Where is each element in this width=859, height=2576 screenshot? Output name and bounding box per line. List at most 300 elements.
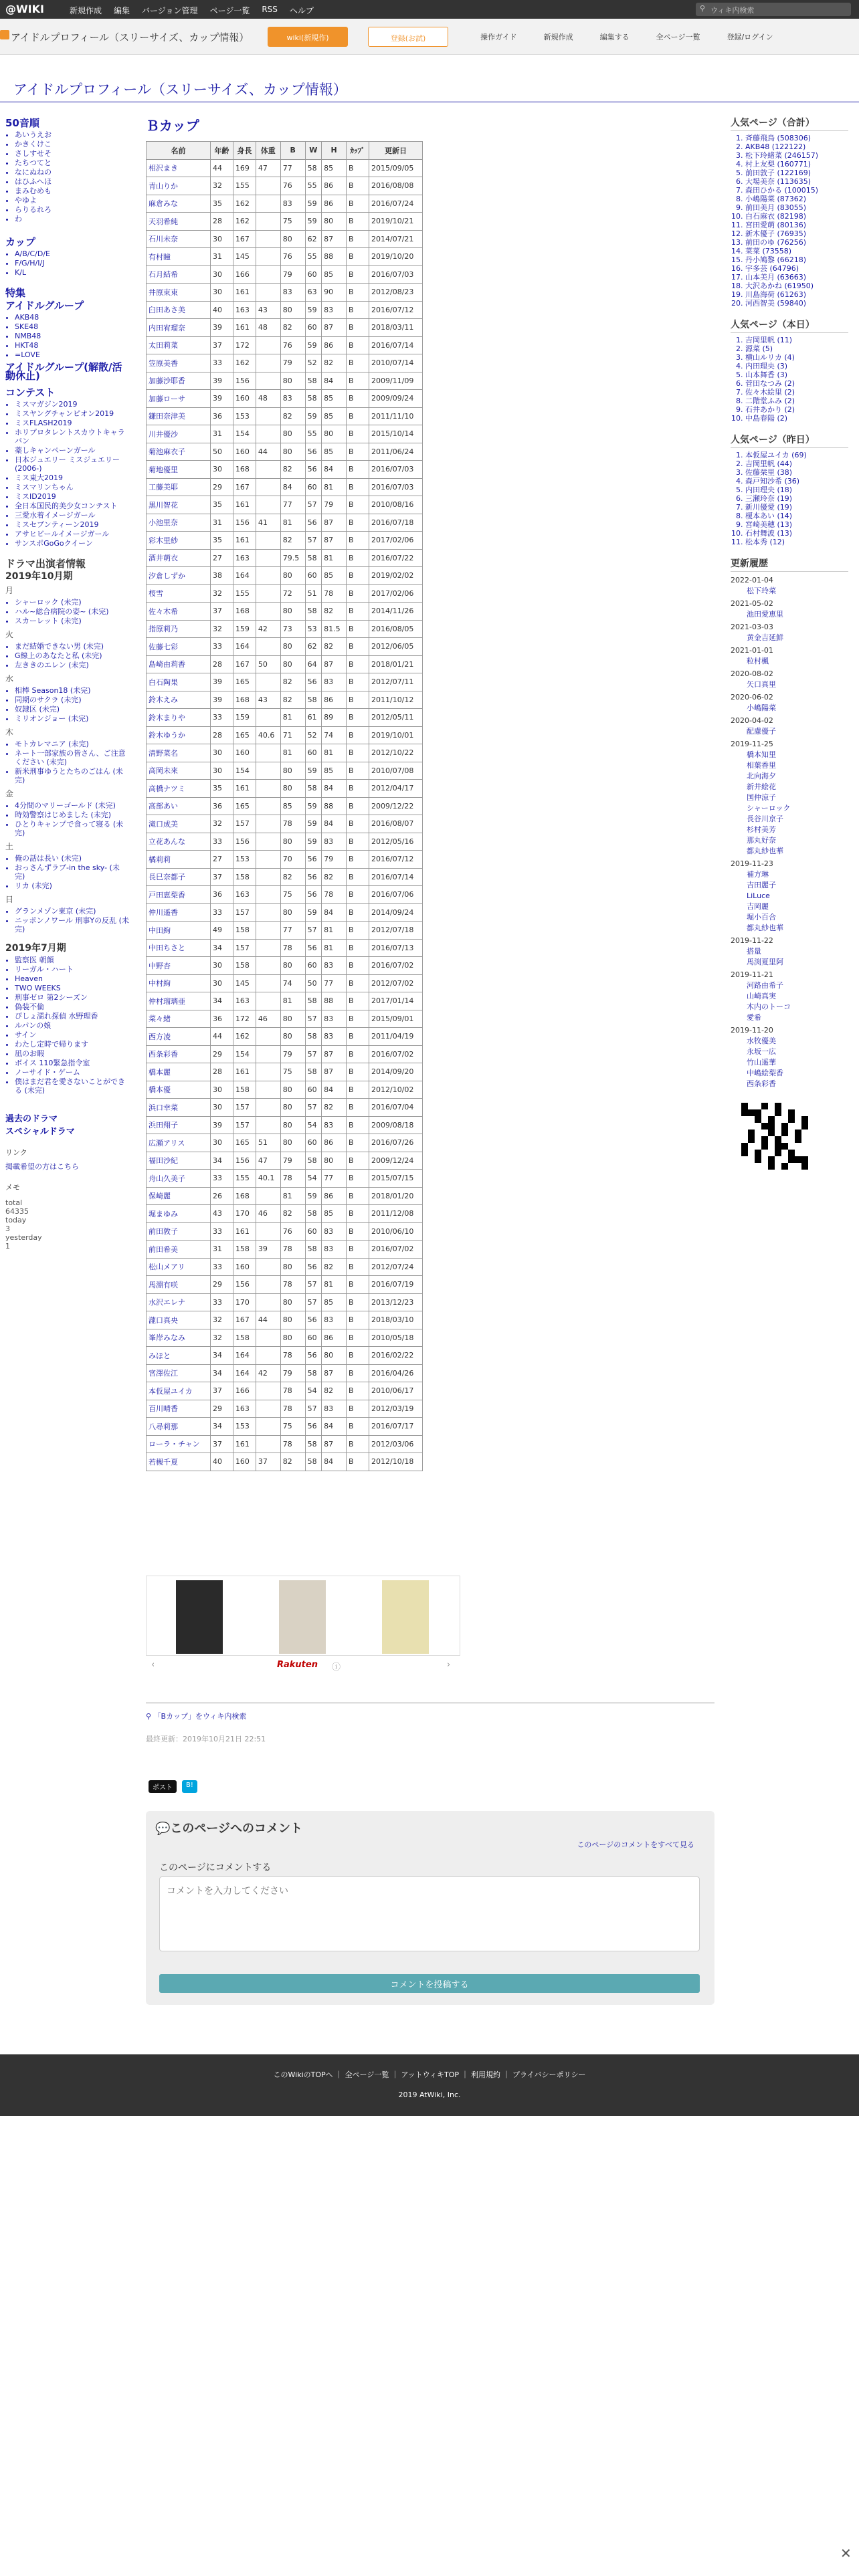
kana-item[interactable]: • かきくけこ	[15, 140, 130, 148]
menu-new[interactable]: 新規作成	[70, 6, 102, 15]
guide-link[interactable]: 操作ガイド	[480, 33, 517, 41]
table-row	[147, 195, 423, 213]
contest-item[interactable]: • ミスFLASH2019	[15, 419, 130, 427]
table-row	[147, 372, 423, 390]
idol-name-link[interactable]: 笠原美香	[147, 354, 211, 372]
idol-name-link[interactable]: 長巳奈都子	[147, 868, 211, 886]
site-title[interactable]: アイドルプロフィール（スリーサイズ、カップ情報）	[11, 31, 250, 43]
popular-page-item[interactable]: 9. 宮崎美穂 (13)	[745, 520, 848, 529]
kana-item[interactable]: • まみむめも	[15, 187, 130, 195]
footer-link[interactable]: このWikiのTOPへ	[273, 2070, 333, 2079]
page-title[interactable]: アイドルプロフィール（スリーサイズ、カップ情報）	[13, 82, 347, 98]
drama-item[interactable]: • 左ききのエレン (未完)	[15, 661, 130, 669]
past-drama-link[interactable]: 過去のドラマ	[5, 1114, 58, 1124]
col-header: 更新日	[369, 142, 423, 160]
idol-name-link[interactable]: 青山りか	[147, 177, 211, 195]
kana-item[interactable]: • あいうえお	[15, 130, 130, 139]
idol-name-link[interactable]: 菜々緒	[147, 1010, 211, 1028]
idol-name-link[interactable]: 前田敦子	[147, 1222, 211, 1241]
idol-name-link[interactable]: 宮澤佐江	[147, 1364, 211, 1382]
popular-page-item[interactable]: 2. AKB48 (122122)	[745, 142, 848, 151]
idol-name-link[interactable]: 仲村瑠璃亜	[147, 992, 211, 1010]
idol-name-link[interactable]: 天羽希純	[147, 213, 211, 231]
history-item[interactable]: 矢口真里	[747, 680, 776, 689]
drama-item[interactable]: • ノーサイド・ゲーム	[15, 1068, 130, 1077]
history-item[interactable]: 愛希	[747, 1013, 761, 1022]
idol-name-link[interactable]: 佐々木希	[147, 603, 211, 621]
history-item[interactable]: 相葉香里	[747, 761, 776, 770]
wiki-create-button[interactable]: wiki(新規作)	[268, 27, 348, 47]
table-cell: 158	[233, 922, 256, 940]
idol-name-link[interactable]: 瀧口真央	[147, 1311, 211, 1329]
popular-page-item[interactable]: 4. 村上友梨 (160771)	[745, 160, 848, 169]
drama-item[interactable]: • 同期のサクラ (未完)	[15, 695, 130, 704]
idol-name-link[interactable]: 菊地優里	[147, 461, 211, 479]
table-cell: 83	[322, 1400, 347, 1418]
idol-name-link[interactable]: 福田沙紀	[147, 1152, 211, 1170]
group-item[interactable]: • AKB48	[15, 313, 130, 322]
book-item[interactable]	[149, 1580, 250, 1654]
popular-page-item[interactable]: 7. 森田ひかる (100015)	[745, 186, 848, 195]
popular-page-item[interactable]: 3. 横山ルリカ (4)	[745, 353, 848, 362]
history-item[interactable]: 新井絵花	[747, 782, 776, 791]
popular-page-item[interactable]: 1. 吉岡里帆 (11)	[745, 336, 848, 344]
table-cell: B	[347, 903, 369, 922]
drama-item[interactable]: • G線上のあなたと私 (未完)	[15, 651, 130, 660]
popular-page-item[interactable]: 11. 松本秀 (12)	[745, 538, 848, 546]
contest-item[interactable]: • 三愛水着イメージガール	[15, 511, 130, 520]
drama-item[interactable]: • TWO WEEKS	[15, 984, 130, 992]
idol-name-link[interactable]: みほと	[147, 1347, 211, 1365]
idol-name-link[interactable]: 浜田翔子	[147, 1116, 211, 1134]
menu-help[interactable]: ヘルプ	[289, 6, 314, 15]
history-item[interactable]: 西条彩香	[747, 1079, 776, 1088]
idol-name-link[interactable]: 八尋莉那	[147, 1418, 211, 1436]
table-row	[147, 514, 423, 532]
popular-page-item[interactable]: 6. 菅田なつみ (2)	[745, 379, 848, 388]
idol-name-link[interactable]: 高岡未來	[147, 762, 211, 780]
info-icon[interactable]: ⓘ	[332, 1662, 341, 1673]
atwiki-logo[interactable]: @WIKI	[5, 3, 44, 15]
idol-name-link[interactable]: 戸田恵梨香	[147, 886, 211, 904]
idol-name-link[interactable]: 臼田あさ美	[147, 301, 211, 319]
drama-item[interactable]: • 4分間のマリーゴールド (未完)	[15, 801, 130, 810]
drama-item[interactable]: • 奴隷区 (未完)	[15, 705, 130, 714]
popular-page-item[interactable]: 6. 三瀬玲奈 (19)	[745, 494, 848, 503]
drama-item[interactable]: • スカーレット (未完)	[15, 617, 130, 625]
idol-name-link[interactable]: 若槻千夏	[147, 1453, 211, 1471]
history-item[interactable]: LiLuce	[747, 891, 770, 900]
contest-item[interactable]: • 薬しキャンペーンガール	[15, 446, 130, 455]
popular-page-item[interactable]: 16. 宇多芸 (64796)	[745, 264, 848, 273]
history-item[interactable]: 橋本知里	[747, 750, 776, 759]
table-cell: 54	[305, 1116, 322, 1134]
drama-item[interactable]: • モトカレマニア (未完)	[15, 740, 130, 748]
popular-page-item[interactable]: 11. 宮田愛萌 (80136)	[745, 221, 848, 229]
drama-item[interactable]: • 相棒 Season18 (未完)	[15, 686, 130, 695]
popular-page-item[interactable]: 10. 中島春陽 (2)	[745, 414, 848, 423]
history-item[interactable]: 都丸紗也華	[747, 847, 783, 855]
history-item[interactable]: 山崎真実	[747, 992, 776, 1000]
idol-name-link[interactable]: 橋本優	[147, 1081, 211, 1099]
idol-name-link[interactable]: 中田絢	[147, 922, 211, 940]
idol-name-link[interactable]: ローラ・チャン	[147, 1435, 211, 1453]
idol-name-link[interactable]: 麻倉みな	[147, 195, 211, 213]
popular-page-item[interactable]: 4. 内田理央 (3)	[745, 362, 848, 370]
popular-page-item[interactable]: 5. 前田敦子 (122169)	[745, 169, 848, 177]
disbanded-title[interactable]: アイドルグループ(解散/活動休止)	[5, 361, 122, 382]
history-item[interactable]: 配慮優子	[747, 727, 776, 736]
idol-name-link[interactable]: 鈴木えみ	[147, 691, 211, 709]
popular-page-item[interactable]: 4. 森戸知沙希 (36)	[745, 477, 848, 486]
history-item[interactable]: 水牧優美	[747, 1037, 776, 1045]
idol-name-link[interactable]: 川井優沙	[147, 425, 211, 443]
idol-name-link[interactable]: 立花あんな	[147, 833, 211, 851]
idol-name-link[interactable]: 橘莉莉	[147, 851, 211, 869]
idol-name-link[interactable]: 汐倉しずか	[147, 567, 211, 585]
contest-item[interactable]: • サンスポGoGoクイーン	[15, 539, 130, 548]
idol-name-link[interactable]: 清野菜名	[147, 744, 211, 762]
idol-name-link[interactable]: 浜口幸菜	[147, 1099, 211, 1117]
popular-page-item[interactable]: 8. 小嶋陽菜 (87362)	[745, 195, 848, 203]
idol-group-title[interactable]: アイドルグループ	[5, 300, 84, 312]
idol-name-link[interactable]: 鈴木ゆうか	[147, 726, 211, 744]
idol-name-link[interactable]: 保崎麗	[147, 1187, 211, 1205]
all-comments-link[interactable]: このページのコメントをすべて見る	[577, 1840, 694, 1849]
edit-link[interactable]: 編集する	[599, 33, 630, 41]
contest-item[interactable]: • ホリプロタレントスカウトキャラバン	[15, 428, 130, 445]
drama-item[interactable]: • ルパンの娘	[15, 1021, 130, 1030]
table-row	[147, 1293, 423, 1311]
drama-item[interactable]: • ぴしょ濡れ探偵 水野理香	[15, 1012, 130, 1021]
popular-page-item[interactable]: 5. 山本舞香 (3)	[745, 370, 848, 379]
idol-name-link[interactable]: 中田ちさと	[147, 939, 211, 957]
kana-list	[5, 130, 130, 223]
footer-link[interactable]: アットウィキTOP	[401, 2070, 460, 2079]
drama-item[interactable]: • おっさんずラブ-in the sky- (未完)	[15, 863, 130, 881]
special-drama-link[interactable]: スペシャルドラマ	[5, 1127, 75, 1137]
x-post-button[interactable]: ポスト	[149, 1780, 177, 1793]
popular-page-item[interactable]: 20. 河西智美 (59840)	[745, 299, 848, 308]
history-item[interactable]: 木内のトーコ	[747, 1002, 791, 1011]
history-item[interactable]: 吉岡麗	[747, 902, 769, 911]
idol-name-link[interactable]: 白石陶果	[147, 673, 211, 691]
popular-page-item[interactable]: 7. 新川優愛 (19)	[745, 503, 848, 512]
menu-rss[interactable]: RSS	[262, 5, 278, 14]
table-row	[147, 922, 423, 940]
history-item[interactable]: 小嶋陽菜	[747, 704, 776, 712]
idol-name-link[interactable]: 中野杏	[147, 957, 211, 975]
hatena-bookmark-button[interactable]: B!	[182, 1780, 197, 1793]
idol-name-link[interactable]: 百川晴香	[147, 1400, 211, 1418]
table-cell: 79	[280, 354, 305, 372]
drama-item[interactable]: • リーガル・ハート	[15, 965, 130, 974]
popular-page-item[interactable]: 17. 山本美月 (63663)	[745, 273, 848, 282]
table-cell	[256, 1347, 280, 1365]
history-item[interactable]: 長谷川京子	[747, 815, 783, 823]
popular-page-item[interactable]: 9. 石井あかり (2)	[745, 405, 848, 414]
history-item[interactable]: 竹山遥華	[747, 1058, 776, 1067]
drama-item[interactable]: • わたし定時で帰ります	[15, 1040, 130, 1049]
popular-page-item[interactable]: 19. 川島海荷 (61263)	[745, 290, 848, 299]
contest-item[interactable]: • ミスマリンちゃん	[15, 483, 130, 492]
history-item[interactable]: 松下玲菜	[747, 586, 776, 595]
login-link[interactable]: 登録/ログイン	[727, 33, 773, 41]
book-item[interactable]	[252, 1580, 353, 1654]
drama-item[interactable]: • グランメゾン東京 (未完)	[15, 907, 130, 916]
table-cell: 160	[233, 1258, 256, 1276]
history-item[interactable]: 黄金吉延鮮	[747, 633, 783, 642]
history-item[interactable]: 補方琳	[747, 870, 769, 879]
menu-pages[interactable]: ページ一覧	[209, 6, 250, 15]
idol-name-link[interactable]: 黒川智花	[147, 496, 211, 514]
cup-item[interactable]: • A/B/C/D/E	[15, 249, 130, 258]
table-cell: 2010/07/14	[369, 354, 423, 372]
table-cell: 32	[211, 620, 233, 638]
idol-name-link[interactable]: 指原莉乃	[147, 620, 211, 638]
idol-name-link[interactable]: 加藤ローサ	[147, 390, 211, 408]
history-item[interactable]: 搭量	[747, 947, 761, 956]
kana-item[interactable]: • わ	[15, 215, 130, 223]
table-cell: 87	[322, 514, 347, 532]
drama-item[interactable]: • 僕はまだ君を愛さないことができる (未完)	[15, 1077, 130, 1095]
contest-item[interactable]: • ミスヤングチャンピオン2019	[15, 409, 130, 418]
drama-item[interactable]: • 俺の話は長い (未完)	[15, 854, 130, 863]
group-item[interactable]: • =LOVE	[15, 350, 130, 359]
popular-page-item[interactable]: 7. 佐々木絵里 (2)	[745, 388, 848, 397]
history-item[interactable]: 池田愛恵里	[747, 610, 783, 619]
kana-item[interactable]: • なにぬねの	[15, 168, 130, 177]
cup-item[interactable]: • K/L	[15, 268, 130, 277]
footer-link[interactable]: 全ページ一覧	[345, 2070, 389, 2079]
table-row	[147, 1435, 423, 1453]
left-sidebar	[5, 115, 130, 1251]
idol-name-link[interactable]: 高橋ナツミ	[147, 780, 211, 798]
kana-item[interactable]: • はひふへほ	[15, 177, 130, 186]
history-item[interactable]: 粒村楓	[747, 657, 769, 665]
wiki-search-link[interactable]: ⚲ 「Bカップ」をウィキ内検索	[146, 1712, 247, 1721]
table-cell: 82	[280, 868, 305, 886]
table-cell: 58	[305, 1152, 322, 1170]
idol-name-link[interactable]: 橋本麗	[147, 1063, 211, 1081]
drama-item[interactable]: • ミリオンジョー (未完)	[15, 714, 130, 723]
group-item[interactable]: • SKE48	[15, 322, 130, 331]
history-item[interactable]: 国仲涼子	[747, 793, 776, 802]
drama-item[interactable]: • ハル~総合病院の姿~ (未完)	[15, 607, 130, 616]
wiki-search-input[interactable]: ⚲ ウィキ内検索	[696, 3, 851, 16]
history-item[interactable]: 河路由希子	[747, 981, 783, 990]
book-item[interactable]	[355, 1580, 456, 1654]
idol-name-link[interactable]: 菊池麻衣子	[147, 443, 211, 461]
history-item[interactable]: 都丸紗也華	[747, 924, 783, 932]
all-pages-link[interactable]: 全ページ一覧	[656, 33, 700, 41]
idol-name-link[interactable]: 彩木里紗	[147, 532, 211, 550]
comment-textarea[interactable]	[159, 1876, 700, 1951]
table-cell: 86	[322, 691, 347, 709]
idol-name-link[interactable]: 馬淵有咲	[147, 1276, 211, 1294]
contest-item[interactable]: • ミスセブンティーン2019	[15, 520, 130, 529]
history-item[interactable]: 馬渕夏里阿	[747, 958, 783, 966]
idol-name-link[interactable]: 石月結希	[147, 265, 211, 284]
register-button[interactable]: 登録(お試)	[368, 27, 448, 47]
drama-item[interactable]: • ボイス 110緊急指令室	[15, 1059, 130, 1067]
history-item[interactable]: 杉村美芳	[747, 825, 776, 834]
menu-edit[interactable]: 編集	[114, 6, 130, 15]
table-cell: 2012/10/22	[369, 744, 423, 762]
table-cell: 168	[233, 1187, 256, 1205]
idol-name-link[interactable]: 西条彩香	[147, 1045, 211, 1063]
history-item[interactable]: 堀小百合	[747, 913, 776, 922]
drama-item[interactable]: • 新米刑事ゆうとたちのごはん (未完)	[15, 767, 130, 784]
qr-cell	[775, 1123, 781, 1130]
popular-page-item[interactable]: 1. 本仮屋ユイカ (69)	[745, 451, 848, 459]
popular-page-item[interactable]: 3. 佐藤栞里 (38)	[745, 468, 848, 477]
popular-page-item[interactable]: 5. 内田理央 (18)	[745, 486, 848, 494]
chevron-left-icon[interactable]: ‹	[151, 1660, 155, 1670]
idol-name-link[interactable]: 松山メアリ	[147, 1258, 211, 1276]
rakuten-logo[interactable]: Rakuten	[277, 1660, 318, 1670]
table-row	[147, 815, 423, 833]
drama-item[interactable]: • 凪のお暇	[15, 1049, 130, 1058]
group-item[interactable]: • HKT48	[15, 341, 130, 350]
qr-cell	[755, 1130, 761, 1136]
contest-item[interactable]: • アサヒビールイメージガール	[15, 530, 130, 538]
chevron-right-icon[interactable]: ›	[447, 1660, 451, 1670]
history-item[interactable]: 吉田麗子	[747, 881, 776, 889]
contest-title[interactable]: コンテスト	[5, 387, 56, 399]
popular-page-item[interactable]: 8. 二階堂ふみ (2)	[745, 397, 848, 405]
table-cell: B	[347, 886, 369, 904]
kana-item[interactable]: • たちつてと	[15, 158, 130, 167]
popular-page-item[interactable]: 6. 大場美奈 (113635)	[745, 177, 848, 186]
table-cell	[256, 974, 280, 992]
kana-item[interactable]: • さしすせそ	[15, 149, 130, 158]
group-item[interactable]: • NMB48	[15, 332, 130, 340]
popular-page-item[interactable]: 14. 菜菜 (73558)	[745, 247, 848, 255]
footer-link[interactable]: プライバシーポリシー	[512, 2070, 586, 2079]
history-item[interactable]: 北向海夕	[747, 772, 776, 780]
idol-name-link[interactable]: 広瀬アリス	[147, 1134, 211, 1152]
drama-item[interactable]: • シャーロック (未完)	[15, 598, 130, 607]
table-cell: 2015/09/05	[369, 159, 423, 177]
popular-page-item[interactable]: 13. 前田のゆ (76256)	[745, 238, 848, 247]
footer-link[interactable]: 利用規約	[471, 2070, 501, 2079]
popular-page-item[interactable]: 2. 吉岡里帆 (44)	[745, 459, 848, 468]
table-cell: 167	[233, 230, 256, 248]
idol-name-link[interactable]: 本仮屋ユイカ	[147, 1382, 211, 1400]
new-page-link[interactable]: 新規作成	[543, 33, 573, 41]
table-cell: 51	[305, 584, 322, 603]
kana-item[interactable]: • らりるれろ	[15, 205, 130, 214]
popular-page-item[interactable]: 12. 新木優子 (76935)	[745, 229, 848, 238]
kana-item[interactable]: • やゆよ	[15, 196, 130, 205]
idol-name-link[interactable]: 中村絢	[147, 974, 211, 992]
listing-request-link[interactable]: 掲載希望の方はこちら	[5, 1162, 79, 1171]
drama-item[interactable]: • まだ結婚できない男 (未完)	[15, 642, 130, 651]
drama-item[interactable]: • ネート一部家族の皆さん、ご注意ください (未完)	[15, 749, 130, 766]
popular-page-item[interactable]: 9. 前田美月 (83055)	[745, 203, 848, 212]
history-item[interactable]: シャーロック	[747, 804, 791, 813]
table-cell: 84	[322, 1418, 347, 1436]
cup-item[interactable]: • F/G/H/I/J	[15, 259, 130, 267]
drama-item[interactable]: • ひとりキャンプで食って寝る (未完)	[15, 820, 130, 837]
idol-name-link[interactable]: 有村瞳	[147, 248, 211, 266]
table-cell: 87	[322, 230, 347, 248]
menu-version[interactable]: バージョン管理	[142, 6, 198, 15]
idol-name-link[interactable]: 仲川遥香	[147, 903, 211, 922]
popular-page-item[interactable]: 1. 斉藤飛鳥 (508306)	[745, 134, 848, 142]
contest-item[interactable]: • ミス東大2019	[15, 473, 130, 482]
idol-name-link[interactable]: 工藤美耶	[147, 478, 211, 496]
contest-item[interactable]: • ミスID2019	[15, 492, 130, 501]
idol-name-link[interactable]: 堀まゆみ	[147, 1205, 211, 1223]
idol-name-link[interactable]: 井原束束	[147, 284, 211, 302]
share-buttons	[149, 1780, 197, 1793]
idol-name-link[interactable]: 水沢エレナ	[147, 1293, 211, 1311]
table-cell: 2012/03/06	[369, 1435, 423, 1453]
history-item[interactable]: 永坂一広	[747, 1047, 776, 1056]
idol-name-link[interactable]: 石川未奈	[147, 230, 211, 248]
drama-item[interactable]: • ニッポンノワール 刑事Yの反乱 (未完)	[15, 916, 130, 934]
idol-name-link[interactable]: 舟山久美子	[147, 1170, 211, 1188]
drama-item[interactable]: • 刑事ゼロ 第2シーズン	[15, 993, 130, 1002]
idol-name-link[interactable]: 鎌田奈津美	[147, 407, 211, 425]
table-cell: 79	[280, 1045, 305, 1063]
idol-name-link[interactable]: 前田希美	[147, 1241, 211, 1259]
idol-name-link[interactable]: 桜雪	[147, 584, 211, 603]
idol-name-link[interactable]: 内田宥瑠奈	[147, 319, 211, 337]
drama-item[interactable]: • 偽装不倫	[15, 1002, 130, 1011]
idol-name-link[interactable]: 島崎由莉香	[147, 655, 211, 673]
popular-page-item[interactable]: 2. 源菜 (5)	[745, 344, 848, 353]
qr-cell	[748, 1163, 755, 1170]
popular-page-item[interactable]: 8. 榎本あい (14)	[745, 512, 848, 520]
drama-item[interactable]: • Heaven	[15, 974, 130, 983]
table-cell: B	[347, 1311, 369, 1329]
popular-page-item[interactable]: 15. 丹小鳩黎 (66218)	[745, 255, 848, 264]
close-icon[interactable]: ✕	[840, 2545, 852, 2561]
history-item[interactable]: 那丸好奈	[747, 836, 776, 845]
idol-name-link[interactable]: 佐藤七彩	[147, 638, 211, 656]
idol-name-link[interactable]: 小池里奈	[147, 514, 211, 532]
contest-item[interactable]: • 日本ジュエリー ミスジュエリー(2006-)	[15, 455, 130, 473]
popular-page-item[interactable]: 18. 大沢あかね (61950)	[745, 282, 848, 290]
popular-page-item[interactable]: 3. 松下玲緒菜 (246157)	[745, 151, 848, 160]
idol-name-link[interactable]: 峯岸みなみ	[147, 1329, 211, 1347]
table-cell: 157	[233, 815, 256, 833]
idol-name-link[interactable]: 滝口成美	[147, 815, 211, 833]
drama-item[interactable]: • 時効警察はじめました (未完)	[15, 811, 130, 819]
idol-name-link[interactable]: 相沢まき	[147, 159, 211, 177]
idol-name-link[interactable]: 加藤沙耶香	[147, 372, 211, 390]
popular-page-item[interactable]: 10. 石村舞波 (13)	[745, 529, 848, 538]
contest-item[interactable]: • 全日本国民的美少女コンテスト	[15, 502, 130, 510]
idol-name-link[interactable]: 西方凌	[147, 1028, 211, 1046]
drama-item[interactable]: • サイン	[15, 1031, 130, 1039]
idol-name-link[interactable]: 太田莉菜	[147, 336, 211, 354]
history-date: 2021-03-03	[731, 623, 773, 631]
drama-item[interactable]: • 監察医 朝顔	[15, 956, 130, 964]
popular-page-item[interactable]: 10. 白石麻衣 (82198)	[745, 212, 848, 221]
submit-comment-button[interactable]: コメントを投稿する	[159, 1974, 700, 1993]
drama-item[interactable]: • リカ (未完)	[15, 881, 130, 890]
idol-name-link[interactable]: 酒井萌衣	[147, 549, 211, 567]
idol-name-link[interactable]: 高部あい	[147, 797, 211, 815]
table-cell: 29	[211, 1400, 233, 1418]
history-item[interactable]: 中嶋絵梨香	[747, 1069, 783, 1077]
idol-name-link[interactable]: 鈴木まりや	[147, 709, 211, 727]
contest-item[interactable]: • ミスマガジン2019	[15, 400, 130, 409]
